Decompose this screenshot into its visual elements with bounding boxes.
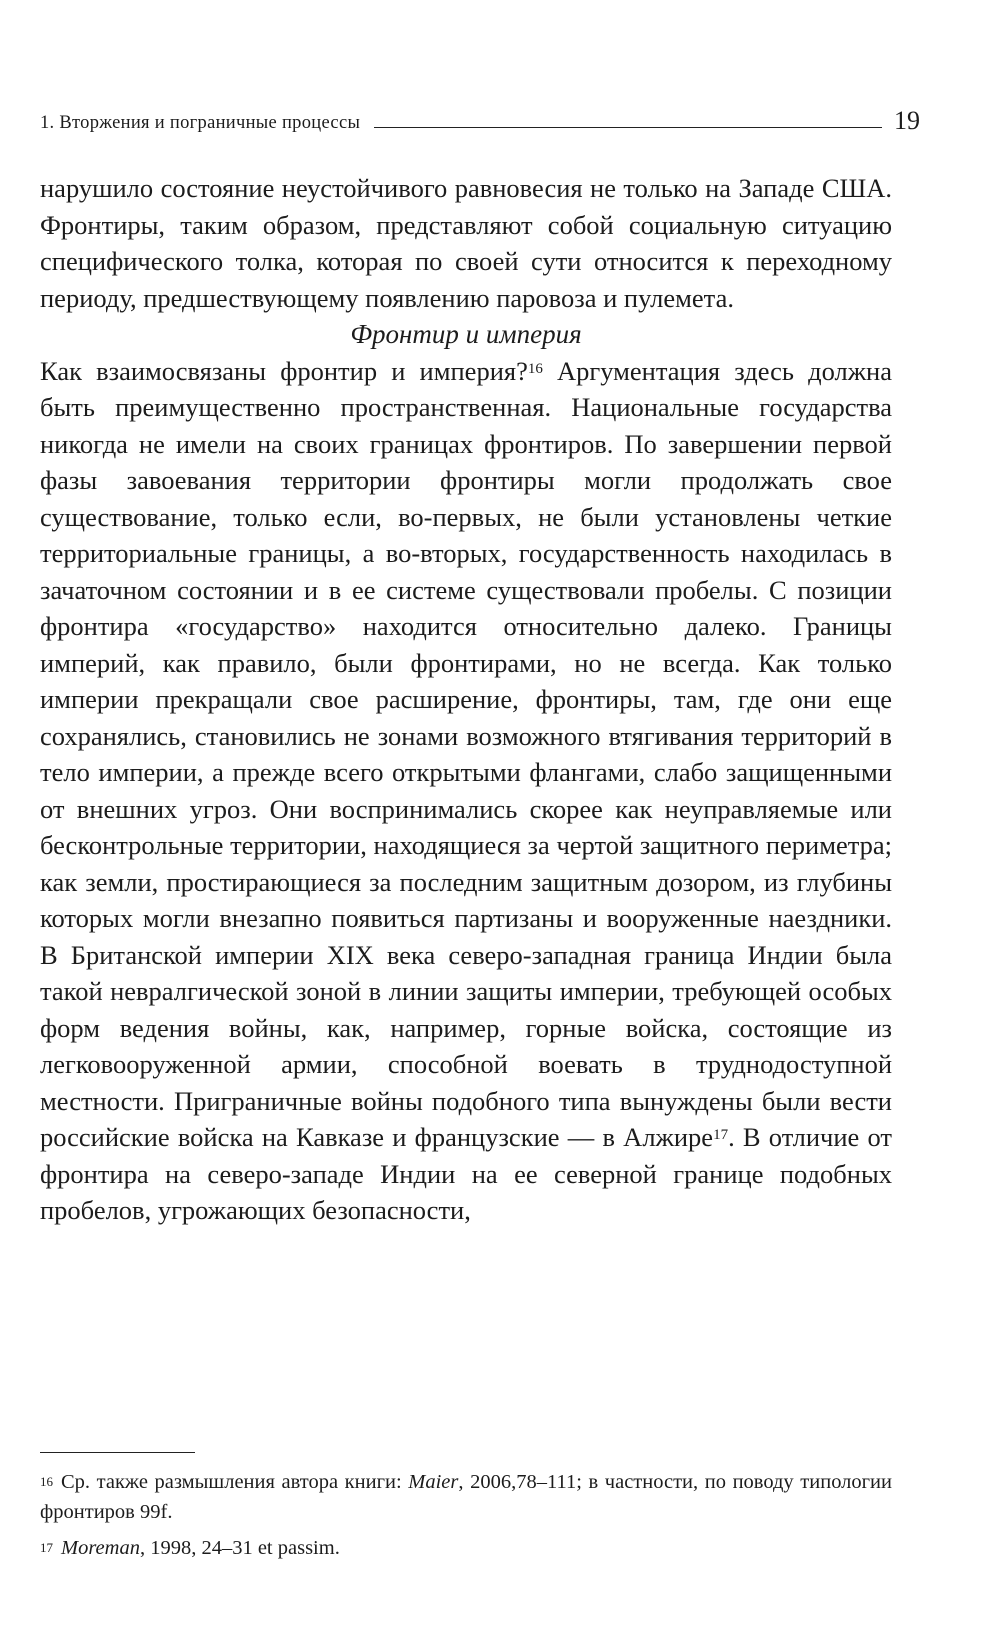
paragraph — [40, 353, 892, 1229]
footnote-author: Maier — [408, 1471, 459, 1493]
paragraph: нарушило состояние неустойчивого равновесия не только на Западе США. Фронтиры, таким образом, представляют собой социальную ситуацию специфического толка, которая по своей сути относится к переходному периоду, предшествующему появлению паровоза и пулемета. — [40, 173, 892, 313]
paragraph-text: Как взаимосвязаны фронтир и империя? — [40, 355, 528, 386]
footnotes — [40, 1467, 892, 1569]
footnote-text: , 1998, 24–31 et passim. — [139, 1537, 340, 1559]
footnote-rule — [40, 1452, 195, 1453]
footnote-number: 16 — [40, 1474, 53, 1489]
body-text — [40, 170, 892, 1229]
footnote-ref: 17 — [713, 1127, 729, 1143]
page-number: 19 — [894, 106, 920, 135]
chapter-title: 1. Вторжения и пограничные процессы — [40, 112, 361, 133]
footnote-text: , 2006,78–111; в частности, по поводу типологии фронтиров 99f. — [40, 1471, 892, 1523]
paragraph-text: . В отличие от фронтира на северо-западе Индии на ее северной границе подобных пробелов, угрожающих безопасности, — [40, 1122, 892, 1225]
footnote-text: Ср. также размышления автора книги: — [61, 1471, 409, 1493]
footnote-author: Moreman — [61, 1537, 140, 1559]
header-rule — [374, 127, 882, 128]
paragraph-text: Аргументация здесь должна быть преимущественно пространственная. Национальные государства никогда не имели на своих границах фронтиров. По завершении первой фазы завоевания территории фронтиры могли продолжать свое существование, только если, во-первых, не были установлены четкие территориальные границы, а во-вторых, государственность находилась в зачаточном состоянии и в ее системе существовали пробелы. С позиции фронтира «государство» находится относительно далеко. Границы империй, как правило, были фронтирами, но не всегда. Как только империи прекращали свое расширение, фронтиры, там, где они еще сохранялись, становились не зонами возможного втягивания территорий в тело империи, а прежде всего открытыми флангами, слабо защищенными от внешних угроз. Они воспринимались скорее как неуправляемые или бесконтрольные территории, находящиеся за чертой защитного периметра; как земли, простирающиеся за последним защитным дозором, из глубины которых могли внезапно появиться партизаны и вооруженные наездники. В Британской империи XIX века северо-западная граница Индии была такой невралгической зоной в линии защиты империи, требующей особых форм ведения войны, как, например, горные войска, состоящие из легковооруженной армии, способной воевать в труднодоступной местности. Приграничные войны подобного типа вынуждены были вести российские войска на Кавказе и французские — в Алжире — [40, 355, 892, 1152]
footnote — [40, 1467, 892, 1527]
section-heading: Фронтир и империя — [350, 319, 582, 349]
footnote-number: 17 — [40, 1540, 53, 1555]
footnote-ref: 16 — [527, 360, 543, 377]
footnote — [40, 1533, 892, 1563]
running-header — [40, 100, 920, 134]
